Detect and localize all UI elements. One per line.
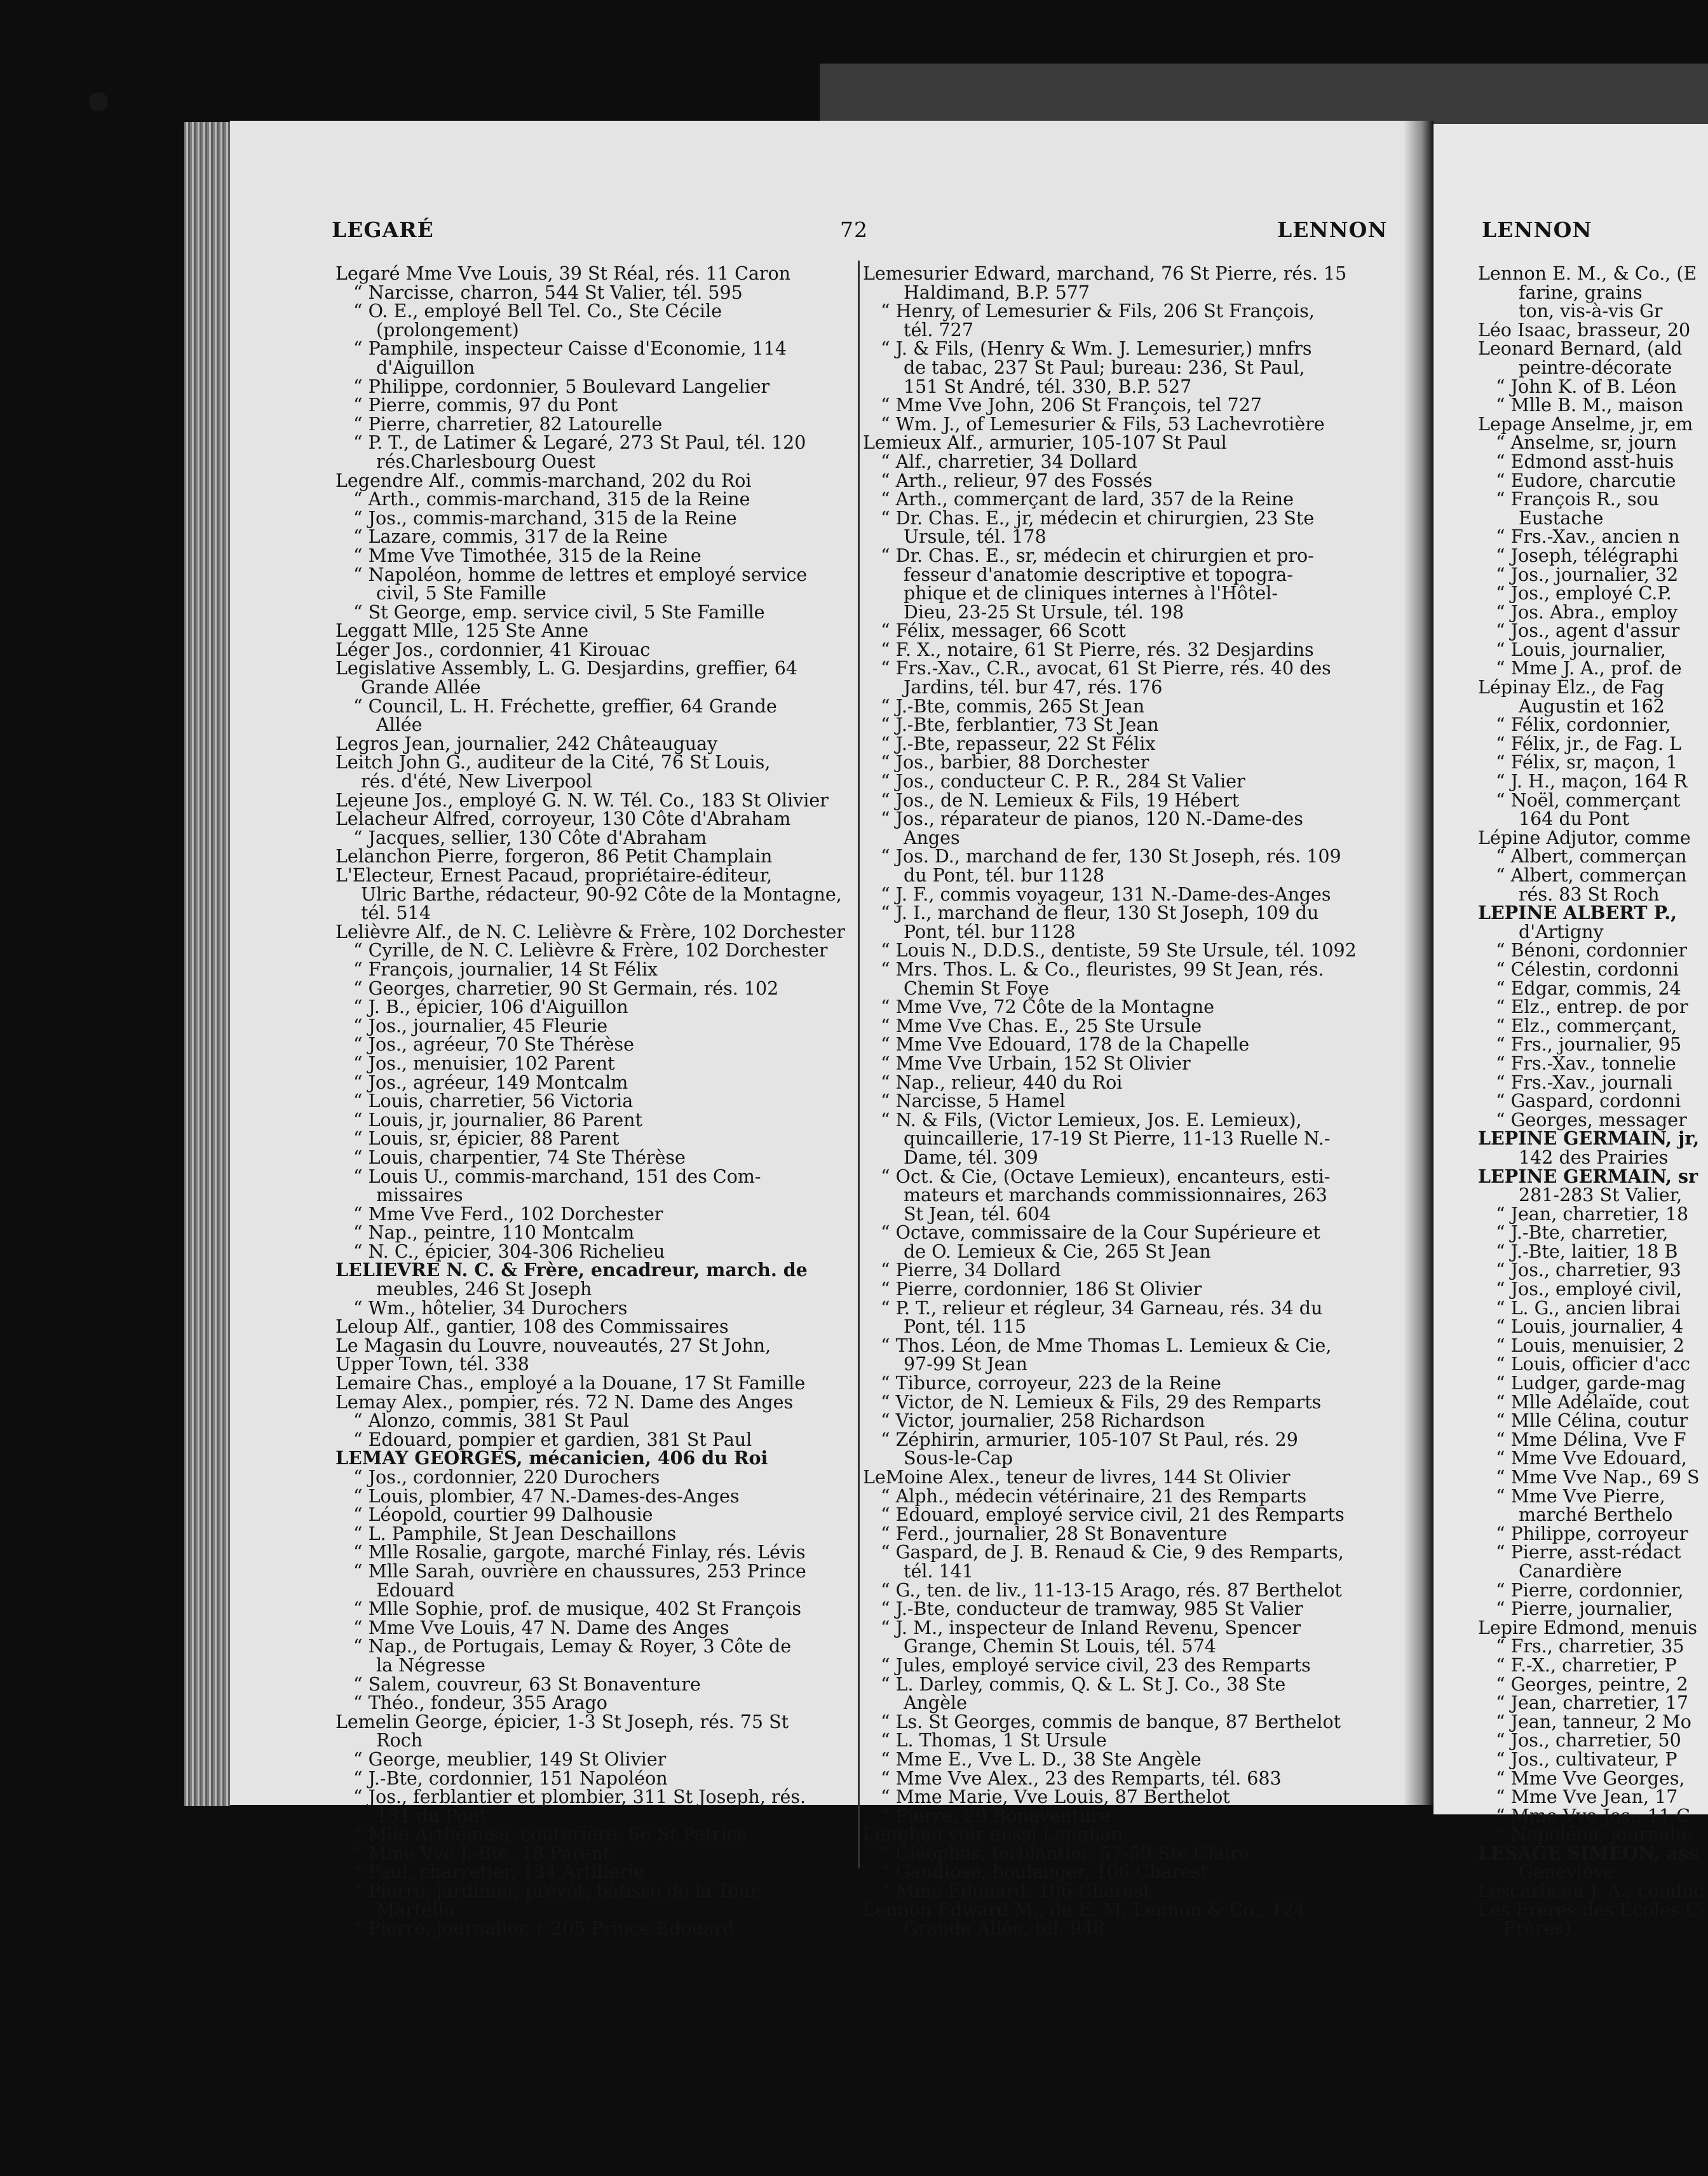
directory-entry: “ J. I., marchand de fleur, 130 St Joseph, 109 du <box>881 902 1319 924</box>
book-spine <box>1404 121 1434 1805</box>
directory-entry: “ Dr. Chas. E., sr, médecin et chirurgien et pro- <box>881 545 1314 566</box>
directory-entry: “ Louis, jr, journalier, 86 Parent <box>353 1109 642 1131</box>
directory-entry: “ Nap., relieur, 440 du Roi <box>881 1071 1123 1093</box>
directory-entry: Legros Jean, journalier, 242 Châteauguay <box>336 733 718 754</box>
directory-entry: “ Philippe, corroyeur <box>1496 1523 1688 1544</box>
directory-entry: Leloup Alf., gantier, 108 des Commissaires <box>336 1316 729 1338</box>
directory-entry: “ Paul, charretier, 134 Artillerie <box>353 1861 645 1883</box>
directory-entry: “ Mrs. Thos. L. & Co., fleuristes, 99 St Jean, rés. <box>881 958 1324 980</box>
directory-entry: “ Thos. Léon, de Mme Thomas L. Lemieux & Cie, <box>881 1335 1332 1356</box>
directory-entry: Lelièvre Alf., de N. C. Lelièvre & Frère, 102 Dorchester <box>336 921 845 942</box>
directory-entry: “ Jacques, sellier, 130 Côte d'Abraham <box>353 827 707 848</box>
directory-entry: “ Nap., de Portugais, Lemay & Royer, 3 Côte de <box>353 1636 792 1657</box>
directory-entry: d'Artigny <box>1519 921 1604 942</box>
directory-entry: “ Félix, messager, 66 Scott <box>881 620 1126 642</box>
directory-entry: St Jean, tél. 604 <box>904 1203 1051 1225</box>
directory-entry: farine, grains <box>1519 282 1643 303</box>
directory-entry: “ Mme Vve Nap., 69 S <box>1496 1467 1700 1488</box>
directory-entry: tél. 727 <box>904 319 973 341</box>
directory-entry: “ P. T., relieur et régleur, 34 Garneau, rés. 34 du <box>881 1297 1323 1319</box>
directory-entry: “ Elz., commerçant, <box>1496 1015 1678 1037</box>
directory-entry: “ Louis, plombier, 47 N.-Dames-des-Anges <box>353 1485 740 1507</box>
directory-entry: du Pont, tél. bur 1128 <box>904 865 1105 886</box>
directory-entry: “ P. T., de Latimer & Legaré, 273 St Paul, tél. 120 <box>353 432 806 454</box>
directory-entry: Léger Jos., cordonnier, 41 Kirouac <box>336 639 651 660</box>
directory-entry: “ J. M., inspecteur de Inland Revenu, Spencer <box>881 1617 1301 1638</box>
directory-entry: Dieu, 23-25 St Ursule, tél. 198 <box>904 601 1184 623</box>
directory-entry: quincaillerie, 17-19 St Pierre, 11-13 Ruelle N.- <box>904 1128 1331 1150</box>
directory-entry: de tabac, 237 St Paul; bureau: 236, St Paul, <box>904 357 1305 378</box>
directory-entry: LELIEVRE N. C. & Frère, encadreur, march. de <box>336 1259 808 1281</box>
directory-entry: Lépine Adjutor, comme <box>1478 827 1691 848</box>
directory-entry: Geneviève <box>1519 1861 1614 1883</box>
directory-entry: Augustin et 162 <box>1519 695 1665 717</box>
directory-entry: Lepage Anselme, jr, em <box>1478 413 1693 435</box>
header-right-name: LENNON <box>1277 217 1388 242</box>
directory-entry: Angèle <box>904 1692 968 1714</box>
directory-entry: “ O. E., employé Bell Tel. Co., Ste Cécile <box>353 301 722 322</box>
directory-entry: Léo Isaac, brasseur, 20 <box>1478 319 1691 341</box>
directory-entry: “ Edouard, employé service civil, 21 des Remparts <box>881 1504 1345 1526</box>
directory-entry: “ Edouard, pompier et gardien, 381 St Paul <box>353 1429 752 1450</box>
directory-entry: “ Jos., menuisier, 102 Parent <box>353 1052 615 1074</box>
right-page-header: LENNON <box>1482 217 1592 242</box>
directory-entry: “ Victor, journalier, 258 Richardson <box>881 1410 1205 1432</box>
directory-entry: “ Jos., employé civil, <box>1496 1279 1682 1300</box>
directory-entry: “ Pierre, 29 Bonaventure <box>881 1805 1111 1826</box>
directory-entry: “ J.-Bte, charretier, <box>1496 1222 1669 1244</box>
directory-entry: “ Louis U., commis-marchand, 151 des Com- <box>353 1166 761 1187</box>
directory-entry: fesseur d'anatomie descriptive et topogra- <box>904 564 1293 585</box>
directory-entry: “ L. Darley, commis, Q. & L. St J. Co., 38 Ste <box>881 1673 1286 1695</box>
dust-spot <box>89 92 108 111</box>
directory-entry: “ George, meublier, 149 St Olivier <box>353 1748 667 1770</box>
directory-entry: “ Frs.-Xav., ancien n <box>1496 526 1680 548</box>
directory-entry: Legaré Mme Vve Louis, 39 St Réal, rés. 11 Caron <box>336 263 791 284</box>
directory-entry: “ Mme Vve Pierre, <box>1496 1485 1665 1507</box>
directory-entry: “ Pierre, journalier, r 205 Prince Edouard <box>353 1918 735 1940</box>
directory-entry: “ Octave, commissaire de la Cour Supérieure et <box>881 1222 1320 1244</box>
directory-entry: “ Jos., employé C.P. <box>1496 583 1672 604</box>
directory-entry: “ Mme Vve, 72 Côte de la Montagne <box>881 996 1215 1018</box>
directory-entry: “ J.-Bte, commis, 265 St Jean <box>881 695 1145 717</box>
directory-entry: Sous-le-Cap <box>904 1448 1013 1469</box>
directory-entry: Legendre Alf., commis-marchand, 202 du Roi <box>336 470 752 491</box>
directory-entry: “ Arth., commis-marchand, 315 de la Reine <box>353 489 750 510</box>
directory-entry: “ Pierre, cordonnier, <box>1496 1579 1684 1601</box>
directory-entry: “ Wm. J., of Lemesurier & Fils, 53 Lachevrotière <box>881 413 1325 435</box>
directory-entry: LEPINE ALBERT P., <box>1478 902 1678 924</box>
directory-entry: “ Pierre, charretier, 82 Latourelle <box>353 413 663 435</box>
directory-entry: “ Gaspard, de J. B. Renaud & Cie, 9 des Remparts, <box>881 1542 1344 1563</box>
directory-entry: 131 du Pont <box>376 1805 487 1826</box>
directory-entry: “ Mlle Adélaïde, cout <box>1496 1391 1690 1413</box>
directory-entry: “ Edmond asst-huis <box>1496 451 1674 472</box>
directory-entry: la Négresse <box>376 1654 485 1676</box>
directory-entry: “ Tiburce, corroyeur, 223 de la Reine <box>881 1373 1221 1394</box>
directory-entry: “ L. G., ancien librai <box>1496 1297 1681 1319</box>
directory-entry: L'Electeur, Ernest Pacaud, propriétaire-éditeur, <box>336 865 773 886</box>
directory-entry: 142 des Prairies <box>1519 1146 1669 1168</box>
directory-entry: “ J.-Bte, laitier, 18 B <box>1496 1241 1678 1262</box>
directory-entry: “ Jos., de N. Lemieux & Fils, 19 Hébert <box>881 789 1240 811</box>
directory-entry: “ Louis, charpentier, 74 Ste Thérèse <box>353 1146 686 1168</box>
directory-entry: “ St George, emp. service civil, 5 Ste Famille <box>353 601 765 623</box>
directory-entry: “ Pierre, 34 Dollard <box>881 1260 1061 1281</box>
header-left-name: LEGARÉ <box>332 217 434 242</box>
directory-entry: Lennon Edward M., de E. M. Lennon & Co., 124 <box>863 1899 1306 1921</box>
directory-entry: “ Dr. Chas. E., jr, médecin et chirurgien, 23 Ste <box>881 507 1315 529</box>
directory-entry: “ Jos. Abra., employ <box>1496 601 1678 623</box>
directory-entry: Upper Town, tél. 338 <box>336 1354 529 1375</box>
directory-entry: Grande Allée, tél. 948 <box>904 1918 1105 1940</box>
directory-entry: Lescarbeau J. A., conduc <box>1478 1880 1704 1902</box>
directory-entry: “ Salem, couvreur, 63 St Bonaventure <box>353 1673 701 1695</box>
directory-entry: Dame, tél. 309 <box>904 1146 1038 1168</box>
directory-entry: Le Magasin du Louvre, nouveautés, 27 St John, <box>336 1335 771 1356</box>
directory-entry: Martello <box>376 1899 455 1921</box>
directory-entry: marché Berthelo <box>1519 1504 1673 1526</box>
directory-entry: “ Félix, cordonnier, <box>1496 714 1671 736</box>
directory-entry: “ Jos., journalier, 32 <box>1496 564 1679 585</box>
directory-entry: “ Jos., cordonnier, 220 Durochers <box>353 1467 660 1488</box>
directory-entry: LESAGE SIMEON, ass <box>1478 1842 1699 1864</box>
directory-entry: “ Alonzo, commis, 381 St Paul <box>353 1410 630 1432</box>
directory-entry: “ J.-Bte, conducteur de tramway, 985 St Valier <box>881 1598 1303 1620</box>
directory-entry: Lemesurier Edward, marchand, 76 St Pierre, rés. 15 <box>863 263 1347 284</box>
directory-entry: Frères) <box>1503 1918 1571 1938</box>
directory-entry: “ Félix, sr, maçon, 1 <box>1496 752 1678 773</box>
directory-entry: “ Mlle Arthémise, couturière, 66 St Patrice <box>353 1824 748 1846</box>
directory-entry: “ Mme J. A., prof. de <box>1496 658 1682 679</box>
directory-entry: mateurs et marchands commissionnaires, 263 <box>904 1185 1327 1206</box>
directory-entry: “ Mme Vve Georges, <box>1496 1767 1685 1789</box>
directory-entry: 281-283 St Valier, <box>1519 1185 1683 1206</box>
directory-entry: 151 St André, tél. 330, B.P. 527 <box>904 376 1192 397</box>
directory-entry: “ Frs.-Xav., tonnelie <box>1496 1052 1676 1074</box>
directory-entry: Lelanchon Pierre, forgeron, 86 Petit Champlain <box>336 846 773 867</box>
directory-entry: “ Jos., barbier, 88 Dorchester <box>881 752 1149 773</box>
directory-entry: Les Frères des Ecoles C <box>1478 1899 1700 1921</box>
column-divider <box>858 261 860 1868</box>
directory-entry: Chemin St Foye <box>904 977 1049 999</box>
directory-entry: LEPINE GERMAIN, sr <box>1478 1165 1698 1187</box>
book-page-edges <box>184 122 230 1806</box>
directory-entry: Canardière <box>1519 1560 1622 1582</box>
directory-column-1 <box>336 264 850 1938</box>
directory-entry: “ Lazare, commis, 317 de la Reine <box>353 526 668 548</box>
directory-entry: meubles, 246 St Joseph <box>376 1279 592 1300</box>
directory-entry: “ Mme Vve John, 206 St François, tel 727 <box>881 395 1262 416</box>
directory-entry: “ Gaudiose, boulanger, 106 Charest <box>881 1861 1208 1883</box>
directory-entry: “ Jos. D., marchand de fer, 130 St Joseph, rés. 109 <box>881 846 1341 867</box>
directory-entry: “ Mme Vve Edouard, 178 de la Chapelle <box>881 1034 1250 1056</box>
directory-entry: “ Henry, of Lemesurier & Fils, 206 St François, <box>881 301 1315 322</box>
directory-entry: 97-99 St Jean <box>904 1354 1027 1375</box>
directory-entry: “ Narcisse, charron, 544 St Valier, tél. 595 <box>353 282 743 303</box>
directory-entry: “ Bénoni, cordonnier <box>1496 940 1688 962</box>
directory-entry: “ Jos., cultivateur, P <box>1496 1748 1678 1770</box>
directory-entry: “ Narcisse, 5 Hamel <box>881 1091 1066 1112</box>
directory-entry: “ Louis, sr, épicier, 88 Parent <box>353 1128 620 1150</box>
directory-entry: “ Oct. & Cie, (Octave Lemieux), encanteurs, esti- <box>881 1166 1331 1187</box>
directory-entry: “ N. C., épicier, 304-306 Richelieu <box>353 1241 665 1262</box>
directory-entry: Roch <box>376 1730 423 1751</box>
directory-entry: “ Louis, journalier, <box>1496 639 1666 660</box>
directory-entry: “ Albert, commerçan <box>1496 846 1687 867</box>
directory-entry: “ Félix, jr., de Fag. L <box>1496 733 1681 754</box>
directory-entry: “ Louis, officier d'acc <box>1496 1354 1691 1375</box>
directory-entry: Grande Allée <box>361 677 481 698</box>
directory-entry: d'Aiguillon <box>376 357 475 378</box>
directory-entry: “ Albert, commerçan <box>1496 865 1687 886</box>
directory-entry: Lépinay Elz., de Fag <box>1478 677 1665 698</box>
directory-entry: “ Jos., ferblantier et plombier, 311 St Joseph, rés. <box>353 1786 806 1808</box>
directory-entry: “ Frs., charretier, 35 <box>1496 1636 1684 1657</box>
directory-entry: “ Jos., commis-marchand, 315 de la Reine <box>353 507 737 529</box>
directory-entry: “ John K. of B. Léon <box>1496 376 1677 397</box>
directory-entry: “ Frs., journalier, 95 <box>1496 1034 1682 1056</box>
directory-entry: “ Alf., charretier, 34 Dollard <box>881 451 1137 472</box>
directory-entry: “ Théo., fondeur, 355 Arago <box>353 1692 607 1714</box>
directory-entry: “ Joseph, télégraphi <box>1496 545 1679 566</box>
directory-entry: “ Edgar, commis, 24 <box>1496 977 1681 999</box>
directory-entry: “ Mlle Célina, coutur <box>1496 1410 1688 1432</box>
directory-entry: “ Cyrille, de N. C. Lelièvre & Frère, 102 Dorchester <box>353 940 828 962</box>
directory-entry: tél. 141 <box>904 1560 973 1582</box>
directory-entry: 164 du Pont <box>1519 808 1630 830</box>
directory-entry: “ L. Pamphile, St Jean Deschaillons <box>353 1523 677 1544</box>
directory-entry: “ J. B., épicier, 106 d'Aiguillon <box>353 996 628 1018</box>
directory-entry: Lemay Alex., pompier, rés. 72 N. Dame des Anges <box>336 1391 794 1413</box>
directory-entry: “ Léopold, courtier 99 Dalhousie <box>353 1504 653 1526</box>
directory-entry: “ Mme Vve Timothée, 315 de la Reine <box>353 545 702 566</box>
directory-entry: “ François, journalier, 14 St Félix <box>353 958 658 980</box>
directory-entry: “ Jean, charretier, 18 <box>1496 1203 1689 1225</box>
directory-entry: “ Ls. St Georges, commis de banque, 87 Berthelot <box>881 1711 1341 1732</box>
directory-entry: “ Zéphirin, armurier, 105-107 St Paul, rés. 29 <box>881 1429 1298 1450</box>
directory-entry: rés. d'été, New Liverpool <box>361 771 593 792</box>
directory-entry: Lepire Edmond, menuis <box>1478 1617 1697 1638</box>
directory-entry: “ Mme Vve J.-Bte, 18 Parent <box>353 1842 611 1864</box>
directory-entry: “ L. Thomas, 1 St Ursule <box>881 1730 1107 1751</box>
directory-entry: “ F.-X., charretier, P <box>1496 1654 1677 1676</box>
directory-entry: “ Pierre, asst-rédact <box>1496 1542 1681 1563</box>
page-number: 72 <box>840 217 868 242</box>
directory-entry: “ Louis N., D.D.S., dentiste, 59 Ste Ursule, tél. 1092 <box>881 940 1357 962</box>
directory-entry: LEMAY GEORGES, mécanicien, 406 du Roi <box>336 1447 768 1469</box>
directory-entry: (prolongement) <box>376 319 519 341</box>
directory-entry: civil, 5 Ste Famille <box>376 583 546 604</box>
directory-entry: Edouard <box>376 1579 455 1601</box>
directory-entry: “ Jean, charretier, 17 <box>1496 1692 1689 1714</box>
directory-column-2 <box>863 264 1403 1938</box>
directory-entry: “ Mme E., Vve L. D., 38 Ste Angèle <box>881 1748 1202 1770</box>
directory-entry: “ Noël, commerçant <box>1496 789 1681 811</box>
directory-entry: LEPINE GERMAIN, jr, <box>1478 1127 1700 1150</box>
directory-entry: “ Council, L. H. Fréchette, greffier, 64 Grande <box>353 695 777 717</box>
directory-entry: Grange, Chemin St Louis, tél. 574 <box>904 1636 1216 1657</box>
directory-entry: Lemaire Chas., employé a la Douane, 17 St Famille <box>336 1373 806 1394</box>
directory-entry: “ Jos., conducteur C. P. R., 284 St Valier <box>881 771 1245 792</box>
directory-entry: “ J.-Bte, ferblantier, 73 St Jean <box>881 714 1159 736</box>
directory-entry: Leonard Bernard, (ald <box>1478 338 1683 360</box>
directory-entry: “ J. H., maçon, 164 R <box>1496 771 1688 792</box>
directory-entry: “ Eudore, charcutie <box>1496 470 1676 491</box>
directory-entry: “ Napoléon, homme de lettres et employé service <box>353 564 808 585</box>
directory-entry: “ J.-Bte, cordonnier, 151 Napoléon <box>353 1767 668 1789</box>
directory-entry: “ Louis, journalier, 4 <box>1496 1316 1684 1338</box>
directory-entry: “ Mme Marie, Vve Louis, 87 Berthelot <box>881 1786 1230 1808</box>
directory-entry: “ Frs.-Xav., journali <box>1496 1071 1673 1093</box>
directory-entry: “ Victor, de N. Lemieux & Fils, 29 des Remparts <box>881 1391 1322 1413</box>
directory-entry: Lenghen voir aussi Langhan <box>863 1824 1123 1846</box>
directory-entry: Lejeune Jos., employé G. N. W. Tél. Co., 183 St Olivier <box>336 789 829 811</box>
directory-entry: Pont, tél. bur 1128 <box>904 921 1076 942</box>
directory-entry: “ François R., sou <box>1496 489 1660 510</box>
directory-entry: Ulric Barthe, rédacteur, 90-92 Côte de la Montagne, <box>361 883 842 905</box>
directory-entry: phique et de cliniques internes à l'Hôtel- <box>904 583 1278 604</box>
directory-entry: “ Ludger, garde-mag <box>1496 1373 1686 1394</box>
directory-entry: Pont, tél. 115 <box>904 1316 1027 1338</box>
directory-entry: “ Arth., relieur, 97 des Fossés <box>881 470 1153 491</box>
directory-entry: “ J. & Fils, (Henry & Wm. J. Lemesurier,) mnfrs <box>881 338 1312 360</box>
directory-entry: “ G., ten. de liv., 11-13-15 Arago, rés. 87 Berthelot <box>881 1579 1342 1601</box>
directory-entry: “ Jos., charretier, 50 <box>1496 1730 1681 1751</box>
directory-entry: “ Ferd., journalier, 28 St Bonaventure <box>881 1523 1228 1544</box>
directory-entry: “ Pierre, commis, 97 du Pont <box>353 395 618 416</box>
directory-entry: Haldimand, B.P. 577 <box>904 282 1090 303</box>
directory-entry: Anges <box>904 827 960 848</box>
directory-entry: Eustache <box>1519 507 1604 529</box>
directory-entry: “ Cléophas, ferblantier, 57-59 Ste Claire <box>881 1842 1250 1864</box>
directory-entry: “ Pierre, cordonnier, 186 St Olivier <box>881 1279 1202 1300</box>
directory-entry: “ Jos., réparateur de pianos, 120 N.-Dame-des <box>881 808 1303 830</box>
directory-entry: “ Alph., médecin vétérinaire, 21 des Remparts <box>881 1485 1307 1507</box>
directory-entry: “ Anselme, sr, journ <box>1496 432 1677 454</box>
directory-entry: “ Jos., agréeur, 149 Montcalm <box>353 1071 628 1093</box>
directory-entry: “ Mme Vve Jean, 17 <box>1496 1786 1678 1808</box>
directory-entry: “ Wm., hôtelier, 34 Durochers <box>353 1297 628 1319</box>
directory-entry: “ Louis, menuisier, 2 <box>1496 1335 1684 1356</box>
directory-entry: “ Mlle Sophie, prof. de musique, 402 St François <box>353 1598 801 1620</box>
directory-entry: rés.Charlesbourg Ouest <box>376 451 595 472</box>
directory-entry: “ Jean, tanneur, 2 Mo <box>1496 1711 1691 1732</box>
directory-entry: “ Napoléon, journalie <box>1496 1824 1692 1846</box>
directory-entry: “ Mme Vve Jos., 11 C <box>1496 1805 1690 1826</box>
directory-entry: ton, vis-à-vis Gr <box>1519 301 1663 322</box>
directory-entry: “ Gaspard, cordonni <box>1496 1091 1681 1112</box>
directory-entry: tél. 514 <box>361 902 431 924</box>
directory-entry: “ Nap., peintre, 110 Montcalm <box>353 1222 635 1244</box>
directory-entry: “ Mme Vve Ferd., 102 Dorchester <box>353 1203 663 1225</box>
directory-entry: “ Jos., journalier, 45 Fleurie <box>353 1015 608 1037</box>
directory-entry: LeMoine Alex., teneur de livres, 144 St Olivier <box>863 1467 1291 1488</box>
directory-entry: “ Mme Vve Louis, 47 N. Dame des Anges <box>353 1617 729 1638</box>
directory-entry: “ Louis, charretier, 56 Victoria <box>353 1091 634 1112</box>
directory-entry: Lemelin George, épicier, 1-3 St Joseph, rés. 75 St <box>336 1711 789 1732</box>
directory-entry: “ Pierre, journalier, <box>1496 1598 1673 1620</box>
directory-entry: Allée <box>376 714 423 736</box>
directory-entry: Leitch John G., auditeur de la Cité, 76 St Louis, <box>336 752 771 773</box>
directory-column-right-page <box>1478 264 1708 1938</box>
directory-entry: “ Arth., commerçant de lard, 357 de la Reine <box>881 489 1294 510</box>
directory-entry: Jardins, tél. bur 47, rés. 176 <box>904 677 1163 698</box>
directory-entry: “ Georges, peintre, 2 <box>1496 1673 1688 1695</box>
directory-entry: Lennon E. M., & Co., (E <box>1478 264 1697 284</box>
directory-entry: “ Elz., entrep. de por <box>1496 996 1688 1018</box>
directory-entry: “ J. F., commis voyageur, 131 N.-Dame-des-Anges <box>881 883 1331 905</box>
directory-entry: “ Mlle B. M., maison <box>1496 395 1684 416</box>
directory-entry: “ Mme Délina, Vve F <box>1496 1429 1686 1450</box>
directory-entry: Lemieux Alf., armurier, 105-107 St Paul <box>863 432 1227 454</box>
directory-entry: “ Jos., agréeur, 70 Ste Thérèse <box>353 1034 635 1056</box>
directory-entry: “ N. & Fils, (Victor Lemieux, Jos. E. Lemieux), <box>881 1109 1302 1131</box>
directory-entry: “ Mme Vve Chas. E., 25 Ste Ursule <box>881 1015 1202 1037</box>
directory-entry: “ Mlle Rosalie, gargote, marché Finlay, rés. Lévis <box>353 1542 806 1563</box>
directory-entry: “ Jos., agent d'assur <box>1496 620 1680 642</box>
directory-entry: “ J.-Bte, repasseur, 22 St Félix <box>881 733 1156 754</box>
directory-entry: “ Jos., charretier, 93 <box>1496 1260 1681 1281</box>
directory-entry: “ Mme Vve Urbain, 152 St Olivier <box>881 1052 1191 1074</box>
directory-entry: “ Mme Vve Edouard, <box>1496 1448 1687 1469</box>
directory-entry: “ Georges, messager <box>1496 1109 1687 1131</box>
directory-entry: “ Philippe, cordonnier, 5 Boulevard Langelier <box>353 376 770 397</box>
directory-entry: “ Georges, charretier, 90 St Germain, rés. 102 <box>353 977 779 999</box>
directory-entry: “ Mme Vve Alex., 23 des Remparts, tél. 683 <box>881 1767 1282 1789</box>
directory-entry: “ Jules, employé service civil, 23 des Remparts <box>881 1654 1311 1676</box>
directory-entry: “ Mlle Sarah, ouvrière en chaussures, 253 Prince <box>353 1560 806 1582</box>
directory-entry: “ Pierre, jardinier, prévôt, bâtisse de la Tour <box>353 1880 759 1902</box>
directory-entry: Legislative Assembly, L. G. Desjardins, greffier, 64 <box>336 658 798 679</box>
directory-entry: Lelacheur Alfred, corroyeur, 130 Côte d'Abraham <box>336 808 791 830</box>
directory-entry: “ Frs.-Xav., C.R., avocat, 61 St Pierre, rés. 40 des <box>881 658 1331 679</box>
directory-entry: “ Mme Edouard, 106 Charest <box>881 1880 1151 1902</box>
directory-entry: missaires <box>376 1185 463 1206</box>
directory-entry: “ Pamphile, inspecteur Caisse d'Economie, 114 <box>353 338 787 360</box>
directory-entry: de O. Lemieux & Cie, 265 St Jean <box>904 1241 1211 1262</box>
directory-entry: “ Célestin, cordonni <box>1496 958 1679 980</box>
directory-entry: peintre-décorate <box>1519 357 1672 378</box>
directory-entry: rés. 83 St Roch <box>1519 883 1660 905</box>
directory-entry: Ursule, tél. 178 <box>904 526 1047 548</box>
directory-entry: Leggatt Mlle, 125 Ste Anne <box>336 620 589 642</box>
directory-entry: “ F. X., notaire, 61 St Pierre, rés. 32 Desjardins <box>881 639 1314 660</box>
